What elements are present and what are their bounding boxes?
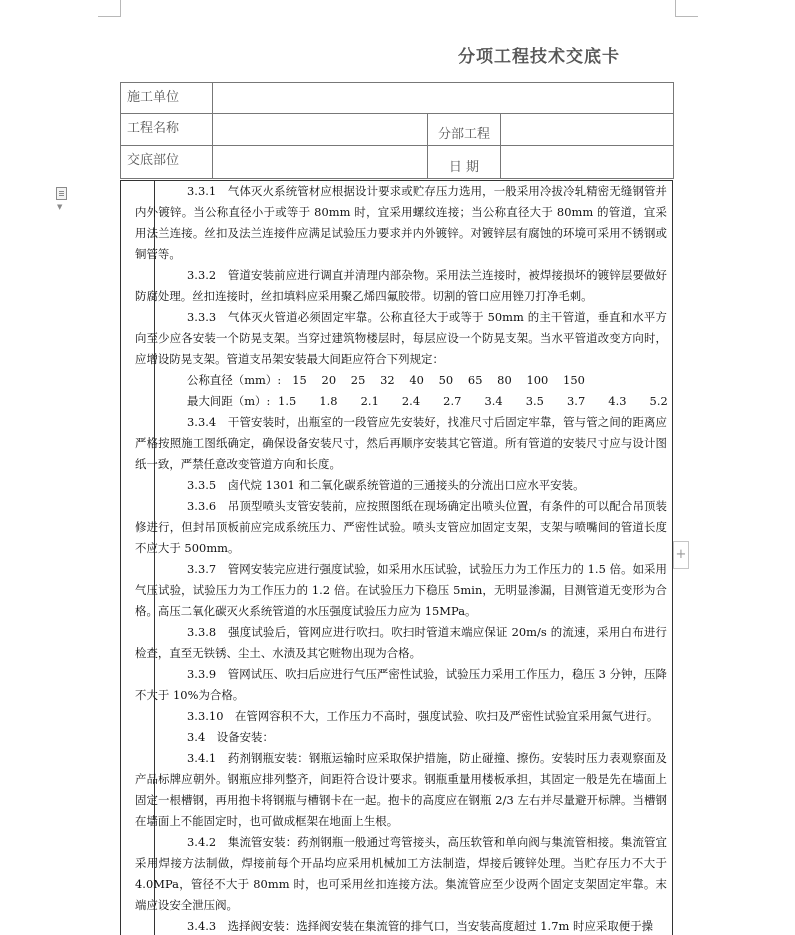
sub-project-label: 分部工程 [428,114,501,146]
header-table [120,82,674,179]
project-name-label: 工程名称 [121,114,213,146]
paragraph-3-3-3: 3.3.3 气体灭火管道必须固定牢靠。公称直径大于或等于 50mm 的主干管道，垂直和水平方向至少应各安装一个防晃支架。当穿过建筑物楼层时，每层应设一个防晃支架。当水平管道改变方向时，应增设防晃支架。管道支吊架安装最大间距应符合下列规定： [135,310,667,366]
section-3-4-heading: 3.4 设备安装： [187,730,274,744]
paragraph-3-3-8: 3.3.8 强度试验后，管网应进行吹扫。吹扫时管道末端应保证 20m/s 的流速，采用白布进行检查，直至无铁锈、尘土、水渍及其它赃物出现为合格。 [135,625,667,660]
document-menu-icon[interactable] [56,186,72,211]
page-corner-mark-left [98,0,121,17]
paragraph-3-3-7: 3.3.7 管网安装完应进行强度试验，如采用水压试验，试验压力为工作压力的 1.5 倍。如采用气压试验，试验压力为工作压力的 1.2 倍。在试验压力下稳压 5min，无明显渗漏，目测管道无变形为合格。高压二氧化碳灭火系统管道的水压强度试验压力应为 15MPa。 [135,562,667,618]
add-button[interactable]: + [673,541,689,569]
paragraph-3-4-3: 3.4.3 选择阀安装：选择阀安装在集流管的排气口，当安装高度超过 1.7m 时应采取便于操 [187,919,654,933]
paragraph-3-3-2: 3.3.2 管道安装前应进行调直并清理内部杂物。采用法兰连接时，被焊接损坏的镀锌层要做好防腐处理。丝扣连接时，丝扣填料应采用聚乙烯四氟胶带。切割的管口应用锉刀打净毛刺。 [135,268,667,303]
handover-location-label: 交底部位 [121,146,213,179]
handover-location-value[interactable] [213,146,428,179]
document-title: 分项工程技术交底卡 [458,47,620,67]
paragraph-3-3-6: 3.3.6 吊顶型喷头支管安装前，应按照图纸在现场确定出喷头位置，有条件的可以配合吊顶装修进行，但封吊顶板前应完成系统压力、严密性试验。喷头支管应加固定支架，支架与喷嘴间的管道长度不应大于 500mm。 [135,499,667,555]
paragraph-3-3-10: 3.3.10 在管网容积不大，工作压力不高时，强度试验、吹扫及严密性试验宜采用氮气进行。 [187,709,659,723]
construction-unit-label: 施工单位 [121,83,213,114]
date-value[interactable] [501,146,674,179]
max-spacing-row: 最大间距（m）: 1.5 1.8 2.1 2.4 2.7 3.4 3.5 3.7 4.3 5.2 [187,394,668,408]
content-body [135,181,667,935]
paragraph-3-4-2: 3.4.2 集流管安装：药剂钢瓶一般通过弯管接头，高压软管和单向阀与集流管相接。集流管宜采用焊接方法制做，焊接前每个开品均应采用机械加工方法制造，焊接后镀锌处理。当贮存压力不大于 4.0MPa，管径不大于 80mm 时，也可采用丝扣连接方法。集流管应至少设两个固定支架固定牢靠。末端应设安全泄压阀。 [135,835,667,912]
paragraph-3-3-9: 3.3.9 管网试压、吹扫后应进行气压严密性试验，试验压力采用工作压力，稳压 3 分钟，压降不大于 10%为合格。 [135,667,667,702]
date-label: 日 期 [428,146,501,179]
page-corner-mark-right [675,0,698,17]
construction-unit-value[interactable] [213,83,674,114]
nominal-diameter-row: 公称直径（mm）: 15 20 25 32 40 50 65 80 100 150 [187,373,585,387]
project-name-value[interactable] [213,114,428,146]
content-frame [120,180,673,935]
sub-project-value[interactable] [501,114,674,146]
paragraph-3-3-5: 3.3.5 卤代烷 1301 和二氧化碳系统管道的三通接头的分流出口应水平安装。 [187,478,585,492]
page-icon [56,187,67,200]
paragraph-3-3-4: 3.3.4 干管安装时，出瓶室的一段管应先安装好，找准尺寸后固定牢靠，管与管之间的距离应严格按照施工图纸确定，确保设备安装尺寸，然后再顺序安装其它管道。所有管道的安装尺寸应与设计图纸一致，严禁任意改变管道方向和长度。 [135,415,667,471]
chevron-down-icon: ▼ [57,202,63,211]
paragraph-3-4-1: 3.4.1 药剂钢瓶安装：钢瓶运输时应采取保护措施，防止碰撞、擦伤。安装时压力表观察面及产品标牌应朝外。钢瓶应排列整齐，间距符合设计要求。钢瓶重量用楼板承担，其固定一般是先在墙面上固定一根槽钢，再用抱卡将钢瓶与槽钢卡在一起。抱卡的高度应在钢瓶 2/3 左右并尽量避开标牌。当槽钢在墙面上不能固定时，也可做成框架在地面上生根。 [135,751,667,828]
paragraph-3-3-1: 3.3.1 气体灭火系统管材应根据设计要求或贮存压力选用，一般采用冷拔冷轧精密无缝钢管并内外镀锌。当公称直径小于或等于 80mm 时，宜采用螺纹连接；当公称直径大于 80mm 的管道，宜采用法兰连接。丝扣及法兰连接件应满足试验压力要求并内外镀锌。对镀锌层有腐蚀的环境可采用不锈钢或铜管等。 [135,184,667,261]
